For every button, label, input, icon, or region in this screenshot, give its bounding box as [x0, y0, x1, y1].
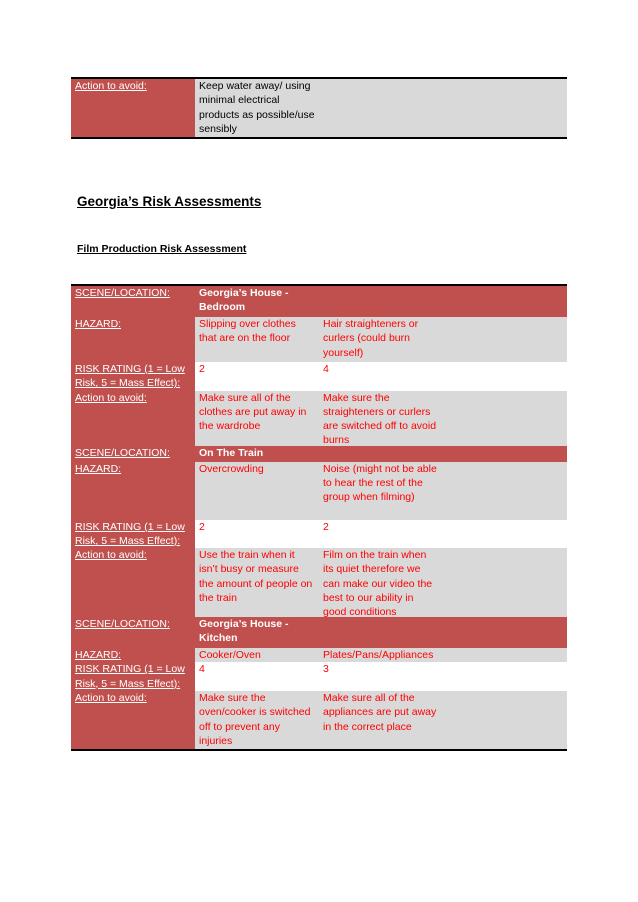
scene-location: On The Train [195, 446, 319, 462]
page-heading: Georgia’s Risk Assessments [77, 194, 262, 209]
risk-row [71, 362, 567, 391]
scene-label: SCENE/LOCATION: [71, 446, 195, 462]
hazard-label: HAZARD: [71, 462, 195, 520]
risk-assessment-table [71, 284, 567, 751]
scene-location: Georgia’s House - Kitchen [195, 617, 319, 648]
risk-label: RISK RATING (1 = Low Risk, 5 = Mass Effect): [71, 520, 195, 549]
risk-row [71, 662, 567, 691]
action-label: Action to avoid: [71, 691, 195, 750]
action-cell: Make sure all of the appliances are put away in the correct place [319, 691, 443, 750]
action-label: Action to avoid: [71, 391, 195, 446]
scene-row [71, 446, 567, 462]
hazard-cell: Noise (might not be able to hear the rest of the group when filming) [319, 462, 443, 520]
hazard-cell: Plates/Pans/Appliances [319, 648, 443, 662]
action-cell: Make sure the oven/cooker is switched off to prevent any injuries [195, 691, 319, 750]
action-cell: Use the train when it isn’t busy or measure the amount of people on the train [199, 549, 313, 605]
action-cell: Make sure the straighteners or curlers are switched off to avoid burns [323, 391, 437, 446]
hazard-row [71, 317, 567, 362]
action-value: Keep water away/ using minimal electrical products as possible/use sensibly [195, 78, 319, 138]
top-risk-table [71, 77, 567, 139]
action-cell: Film on the train when its quiet therefore we can make our video the best to our ability in good conditions [323, 549, 433, 618]
scene-row [71, 617, 567, 648]
hazard-row [71, 462, 567, 520]
page-subheading: Film Production Risk Assessment [77, 243, 247, 255]
action-label: Action to avoid: [71, 78, 195, 138]
hazard-cell: Slipping over clothes that are on the floor [195, 317, 319, 362]
scene-label: SCENE/LOCATION: [71, 617, 195, 648]
hazard-cell: Hair straighteners or curlers (could burn yourself) [319, 317, 443, 362]
hazard-row [71, 648, 567, 662]
hazard-cell: Overcrowding [195, 462, 319, 520]
hazard-cell: Cooker/Oven [195, 648, 319, 662]
action-cell: Make sure all of the clothes are put away in the wardrobe [199, 391, 307, 433]
risk-row [71, 520, 567, 549]
hazard-label: HAZARD: [71, 648, 195, 662]
scene-label: SCENE/LOCATION: [71, 285, 195, 317]
action-row [71, 391, 567, 446]
action-row [71, 691, 567, 750]
rating-cell: 2 [323, 520, 329, 533]
action-label: Action to avoid: [71, 548, 195, 617]
scene-location: Georgia’s House - Bedroom [195, 285, 319, 317]
hazard-label: HAZARD: [71, 317, 195, 362]
risk-label: RISK RATING (1 = Low Risk, 5 = Mass Effect): [71, 662, 195, 691]
rating-cell: 4 [323, 363, 329, 375]
scene-row [71, 285, 567, 317]
rating-cell: 4 [199, 663, 205, 676]
risk-label: RISK RATING (1 = Low Risk, 5 = Mass Effect): [71, 362, 195, 391]
rating-cell: 2 [199, 363, 205, 375]
action-row [71, 548, 567, 617]
rating-cell: 3 [323, 663, 329, 676]
rating-cell: 2 [199, 520, 205, 533]
